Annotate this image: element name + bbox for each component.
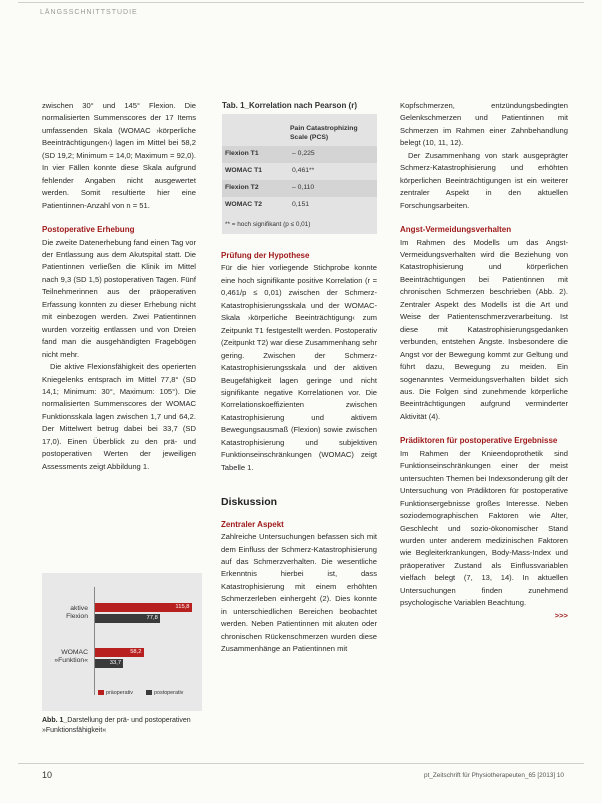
bar: 77,8 [95,614,160,623]
table-title: Tab. 1_Korrelation nach Pearson (r) [222,101,357,110]
section-heading-fear-avoidance: Angst-Vermeidungsverhalten [400,225,512,235]
paragraph: Kopfschmerzen, entzündungsbedingten Gelenkschmerzen und Patientinnen mit Schmerzen im Rahmen einer Zahnbehandlung belegt (10, 11, 12). [400,101,568,148]
table-row: WOMAC T2 0,151 [225,201,310,208]
table-row: Flexion T2 – 0,110 [222,180,377,197]
continue-marker: >>> [554,610,568,620]
column-1 [42,100,196,473]
paragraph: Für die hier vorliegende Stichprobe konnte eine hoch signifikante positive Korrelation (r = 0,461/p ≤ 0,01) zwischen der Schmerz-Katastrophisierungsskala und der WOMAC-Skala ›körperliche Beeinträchtigung‹ zum Zeitpunkt T1 festgestellt werden. Postoperativ (Zeitpunkt T2) war diese Zusammenhang sehr gering. Zwischen der Schmerz-Katastrophisierungsskala und der aktiven Beugefähigkeit lagen geringe und nicht signifikante negative Korrelationen vor. Die Korrelationskoeffizienten zwischen Katastrophisierung und aktivem Bewegungsausmaß (Flexion) sowie zwischen Katastrophisierung und subjektiven Funktionseinschränkungen (WOMAC) zeigt Tabelle 1. [221,263,377,472]
running-title: LÄNGSSCHNITTSTUDIE [40,9,138,16]
paragraph: Im Rahmen der Knieendoprothetik sind Funktionseinschränkungen einer der meist untersuchten Themen bei Indexsonderung gilt der Untersuchung von Prädiktoren für postoperative Funktionsergebnisse großes Interesse. Neben soziodemographischen Faktoren wie Alter, Geschlecht und sozio-ökonomischer Stand wurden unter anderem medizinischen Faktoren wie Begleiterkrankungen, Body-Mass-Index und präoperativer Zustand als Einflussvariablen vielfach belegt (7, 13, 14). In aktuellen Untersuchungen finden zunehmend psychologische Variablen Beachtung. [400,448,568,608]
footer-divider [18,763,584,764]
paragraph: Die zweite Datenerhebung fand einen Tag vor der Entlassung aus dem Akutspital statt. Die Patientinnen verließen die Klinik im Mittel nach 9,3 (SD 1,5) postoperativen Tagen. Fünf Teilnehmerinnen aus der präoperativen Erfassung konnten zu dieser Erhebung nicht mit einbezogen werden. Zwei Patientinnen wurden vorzeitig entlassen und von Dreien fand man die ausgehändigten Fragebögen nicht mehr. [42,237,196,359]
paragraph: Die aktive Flexionsfähigkeit des operierten Kniegelenks entsprach im Mittel 77,8° (SD 14,1; Minimum: 30°, Maximum: 105°). Die normalisierten Summenscores der WOMAC Funktionsskala lagen zwischen 1,7 und 64,2. Der Mittelwert betrug dabei bei 33,7 (SD 17,0). Einen Überblick zu den prä- und postoperativen Werten der jeweiligen Assessments zeigt Abbildung 1. [42,362,196,471]
section-heading-central-aspect: Zentraler Aspekt [221,519,284,529]
legend-item-post: postoperativ [146,690,183,696]
table-note: ** = hoch signifikant (p ≤ 0,01) [225,221,311,228]
category-label: aktive Flexion [66,605,88,620]
figure-caption: Abb. 1_Darstellung der prä- und postoperativen »Funktionsfähigkeit« [42,717,191,734]
paragraph: Der Zusammenhang von stark ausgeprägter Schmerz-Katastrophisierung und erhöhten körperlichen Beeinträchtigungen ist ein weiterer zentraler Aspekt in den aktuellen Forschungsarbeiten. [400,150,568,210]
category-label: WOMAC »Funktion« [54,649,88,664]
bar: 33,7 [95,659,123,668]
running-header [18,2,584,19]
section-heading-predictors: Prädiktoren für postoperative Ergebnisse [400,436,558,446]
section-heading-postoperative: Postoperative Erhebung [42,225,135,235]
page-number: 10 [42,770,53,780]
paragraph: Im Rahmen des Modells um das Angst-Vermeidungsverhalten wird die Beziehung von Katastrophisierung und körperlichen Beeinträchtigungen bei Patientinnen mit chronischen Schmerzen beschrieben (Abb. 2). Zentraler Aspekt des Modells ist die Art und Weise der Patientenschmerzverarbeitung. Ist diese mit Katastrophisierungsgedanken verbunden, entstehen Ängste. Insbesondere die Angst vor der Bewegung kommt zur Geltung und führt dazu, Bewegung zu meiden. Ein sogenanntes Vermeidungsverhalten bildet sich aus. Die Folgen sind zunehmende körperliche Beeinträchtigungen aufgrund verminderter Aktivität (4). [400,237,568,421]
bar: 115,8 [95,603,192,612]
paragraph: Zahlreiche Untersuchungen befassen sich mit dem Einfluss der Schmerz-Katastrophisierung auf das Schmerzverhalten. Die wesentliche Erkenntnis hierbei ist, dass Katastrophisierung mit einem erhöhten Schmerzerleben einhergeht (2). Dies konnte in unterschiedlichen Bereichen beobachtet werden. Neben Patientinnen mit akuten oder chronischen Rückenschmerzen wurden diese Zusammenhänge an Patientinnen mit [221,532,377,654]
correlation-table [222,114,377,234]
column-3 [400,100,568,622]
column-2 [221,250,377,656]
section-heading-hypothesis: Prüfung der Hypothese [221,251,310,260]
footer-source: pt_Zeitschrift für Physiotherapeuten_65 [2013] 10 [424,772,564,779]
section-heading-discussion: Diskussion [221,496,278,509]
table-row: Flexion T1 – 0,225 [222,146,377,163]
figure-bar-chart [42,573,202,711]
bar: 58,2 [95,648,144,657]
legend-item-pre: präoperativ [98,690,133,696]
table-column-header: Pain Catastrophizing Scale (PCS) [290,125,358,141]
table-row: WOMAC T1 0,461** [225,167,315,174]
paragraph: zwischen 30° und 145° Flexion. Die normalisierten Summenscores der 17 Items umfassenden Skala (WOMAC ›körperliche Beeinträchtigungen‹) lagen im Mittel bei 58,2 (SD 19,2; Minimum = 14,0; Maximum = 92,0). In vier Fällen konnte diese Skala aufgrund fehlender Angaben nicht ausgewertet werden. Somit resultierte hier eine Patientinnen-Anzahl von n = 51. [42,101,196,210]
